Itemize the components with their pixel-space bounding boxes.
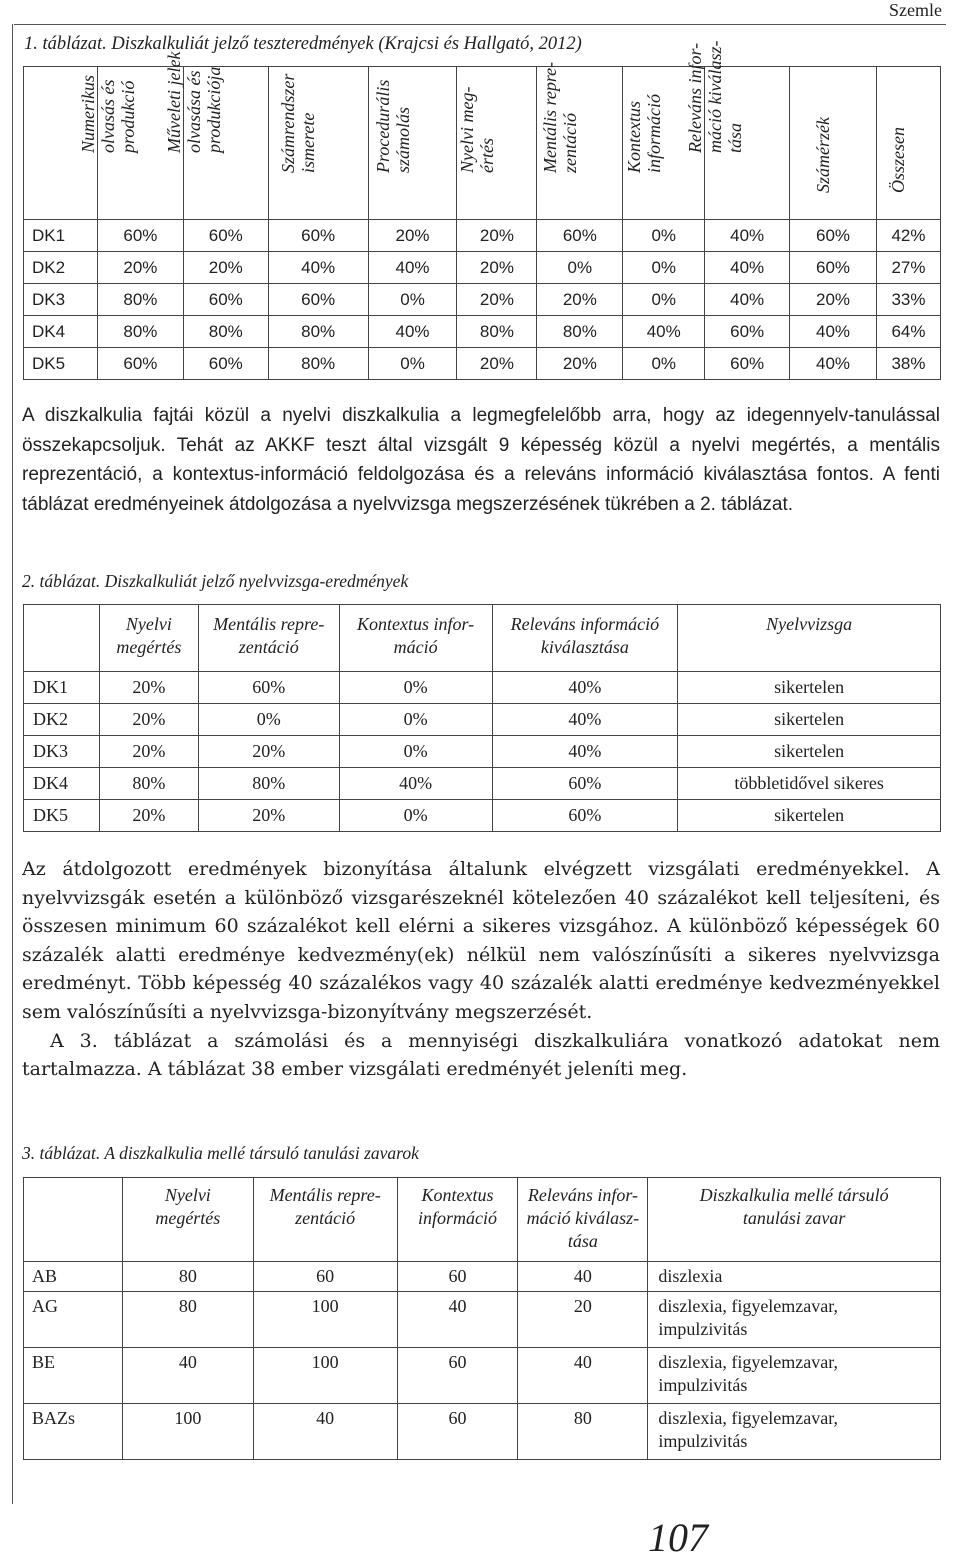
table-cell: 80% bbox=[268, 348, 368, 380]
table-cell: 0% bbox=[623, 284, 705, 316]
table-row bbox=[24, 316, 941, 348]
table-cell: 0% bbox=[368, 348, 457, 380]
row-label: AB bbox=[24, 1262, 123, 1292]
table-row bbox=[24, 1404, 941, 1460]
table-cell: 60% bbox=[97, 348, 183, 380]
row-label: BE bbox=[24, 1348, 123, 1404]
table1-caption-text: Diszkalkuliát jelző teszteredmények (Krajcsi és Hallgató, 2012) bbox=[111, 34, 582, 54]
page-number: 107 bbox=[648, 1515, 708, 1560]
table3-header-row bbox=[24, 1178, 941, 1262]
table-cell: 40 bbox=[122, 1348, 253, 1404]
table-cell: 80% bbox=[457, 316, 537, 348]
table1-col-header: Numerikus olvasás és produkció bbox=[97, 67, 183, 220]
table-cell: 40 bbox=[253, 1404, 397, 1460]
table-cell: 20% bbox=[198, 736, 339, 768]
table-cell: 60% bbox=[705, 316, 790, 348]
table-cell: többletidővel sikeres bbox=[678, 768, 941, 800]
body-paragraph-1: A diszkalkulia fajtái közül a nyelvi diszkalkulia a legmegfelelőbb arra, hogy az idegennyelv-tanulással összekapcsoljuk. Tehát az AKKF teszt által vizsgált 9 képesség közül a nyelvi megértés, a mentális reprezentáció, a kontextus-információ feldolgozása és a releváns információ kiválasztása fontos. A fenti táblázat eredményeinek átdolgozása a nyelvvizsga megszerzésének tükrében a 2. táblázat. bbox=[22, 405, 940, 515]
body-paragraph-2: Az átdolgozott eredmények bizonyítása általunk elvégzett vizsgálati eredményekkel. A nyelvvizsgák esetén a különböző vizsgarészeknél kötelezően 40 százalékot kell teljesíteni, és összesen minimum 60 százalékot kell elérni a sikeres vizsgához. A különböző képességek 60 százalék alatti eredménye kedvezmény(ek) nélkül nem valószínűsíti a sikeres nyelvvizsga eredményt. Több képesség 40 százalékos vagy 40 százalék alatti eredménye kedvezményekkel sem valószínűsíti a nyelvvizsga-bizonyítvány megszerzését. bbox=[22, 858, 940, 1023]
table-cell: 80 bbox=[122, 1262, 253, 1292]
table-cell: sikertelen bbox=[678, 704, 941, 736]
disorder-cell: diszlexia, figyelemzavar, impulzivitás bbox=[648, 1348, 941, 1404]
table-cell: 40% bbox=[492, 736, 678, 768]
row-label: DK5 bbox=[24, 348, 98, 380]
table-cell: 20% bbox=[537, 348, 623, 380]
left-margin-rule bbox=[12, 24, 13, 1504]
table-row bbox=[24, 1292, 941, 1348]
table-cell: 40 bbox=[518, 1348, 648, 1404]
table1-col-header: Számrendszer ismerete bbox=[268, 67, 368, 220]
row-label: DK2 bbox=[24, 252, 98, 284]
table-cell: 80% bbox=[198, 768, 339, 800]
table2 bbox=[23, 604, 941, 832]
table-cell: 0% bbox=[339, 672, 492, 704]
table-cell: 40% bbox=[368, 316, 457, 348]
body-text-block bbox=[22, 855, 940, 1084]
table-cell: 60% bbox=[492, 800, 678, 832]
row-label: DK1 bbox=[24, 220, 98, 252]
table-cell: 40% bbox=[790, 348, 877, 380]
table-cell: 0% bbox=[623, 348, 705, 380]
table-cell: 80% bbox=[99, 768, 198, 800]
table-cell: 20% bbox=[97, 252, 183, 284]
table1-col-header: Releváns infor- máció kiválasz- tása bbox=[705, 67, 790, 220]
table-cell: 40% bbox=[339, 768, 492, 800]
table-cell: 60% bbox=[183, 284, 268, 316]
table-cell: 20% bbox=[99, 672, 198, 704]
table-cell: 40 bbox=[518, 1262, 648, 1292]
table-cell: 60% bbox=[183, 220, 268, 252]
table-cell: 20% bbox=[368, 220, 457, 252]
table-cell: 80% bbox=[183, 316, 268, 348]
disorder-cell: diszlexia, figyelemzavar, impulzivitás bbox=[648, 1292, 941, 1348]
table2-caption-text: Diszkalkuliát jelző nyelvvizsga-eredmények bbox=[104, 571, 409, 591]
body-paragraph-3: A 3. táblázat a számolási és a mennyiségi diszkalkuliára vonatkozó adatokat nem tartalmazza. A táblázat 38 ember vizsgálati eredményét jeleníti meg. bbox=[22, 1029, 940, 1081]
table-cell: 20% bbox=[99, 800, 198, 832]
table1-col-header: Műveleti jelek olvasása és produkciója bbox=[183, 67, 268, 220]
table-cell: 20% bbox=[198, 800, 339, 832]
table1-caption bbox=[24, 34, 582, 55]
table3-col-header: Nyelvi megértés bbox=[122, 1178, 253, 1262]
table-cell: 0% bbox=[198, 704, 339, 736]
table-cell: 60% bbox=[492, 768, 678, 800]
table-cell: 80 bbox=[518, 1404, 648, 1460]
row-label: DK5 bbox=[24, 800, 100, 832]
table-cell: 20% bbox=[99, 704, 198, 736]
table-cell: 0% bbox=[623, 220, 705, 252]
table-row bbox=[24, 800, 941, 832]
table3-col-header: Releváns infor- máció kiválasz- tása bbox=[518, 1178, 648, 1262]
table-cell: 60 bbox=[253, 1262, 397, 1292]
table-cell: 60% bbox=[790, 252, 877, 284]
row-label: DK1 bbox=[24, 672, 100, 704]
table-cell: sikertelen bbox=[678, 672, 941, 704]
header-rule bbox=[14, 24, 946, 25]
table3-caption-text: A diszkalkulia mellé társuló tanulási zavarok bbox=[104, 1143, 419, 1163]
table-cell: 20 bbox=[518, 1292, 648, 1348]
table3-col-header: Kontextus információ bbox=[397, 1178, 518, 1262]
table-cell: 40% bbox=[368, 252, 457, 284]
table-cell: 80 bbox=[122, 1292, 253, 1348]
table-cell: 40 bbox=[397, 1292, 518, 1348]
row-label: AG bbox=[24, 1292, 123, 1348]
table1-col-header: Számérzék bbox=[790, 67, 877, 220]
row-label: DK4 bbox=[24, 768, 100, 800]
table-cell: 100 bbox=[253, 1348, 397, 1404]
table2-col-header: Mentális repre- zentáció bbox=[198, 605, 339, 672]
table-row bbox=[24, 348, 941, 380]
table-cell: 20% bbox=[99, 736, 198, 768]
table-cell: 80% bbox=[268, 316, 368, 348]
table-cell: 60% bbox=[268, 284, 368, 316]
table-cell: 40% bbox=[790, 316, 877, 348]
disorder-cell: diszlexia, figyelemzavar, impulzivitás bbox=[648, 1404, 941, 1460]
table-cell: 27% bbox=[876, 252, 940, 284]
table-cell: 0% bbox=[339, 800, 492, 832]
table-row bbox=[24, 672, 941, 704]
table1-caption-number: 1. táblázat. bbox=[24, 34, 107, 54]
table-cell: 40% bbox=[492, 672, 678, 704]
table-cell: 0% bbox=[537, 252, 623, 284]
table-cell: 33% bbox=[876, 284, 940, 316]
table-cell: 80% bbox=[537, 316, 623, 348]
table2-caption-number: 2. táblázat. bbox=[22, 571, 101, 591]
table-cell: 20% bbox=[457, 252, 537, 284]
table-cell: 40% bbox=[623, 316, 705, 348]
table1-col-header: Kontextus információ bbox=[623, 67, 705, 220]
table-cell: 0% bbox=[339, 736, 492, 768]
table-cell: 60% bbox=[198, 672, 339, 704]
table-row bbox=[24, 220, 941, 252]
table-cell: 100 bbox=[122, 1404, 253, 1460]
table-cell: sikertelen bbox=[678, 736, 941, 768]
table-cell: 60 bbox=[397, 1404, 518, 1460]
row-label: DK3 bbox=[24, 736, 100, 768]
table-cell: 60% bbox=[790, 220, 877, 252]
table2-header-row bbox=[24, 605, 941, 672]
table-cell: 60% bbox=[97, 220, 183, 252]
table-cell: 60 bbox=[397, 1348, 518, 1404]
table2-col-header: Kontextus infor- máció bbox=[339, 605, 492, 672]
table-cell: 20% bbox=[457, 220, 537, 252]
table-cell: 0% bbox=[623, 252, 705, 284]
table-cell: 40% bbox=[268, 252, 368, 284]
table-cell: 20% bbox=[537, 284, 623, 316]
table2-col-header: Releváns információ kiválasztása bbox=[492, 605, 678, 672]
table2-col-header: Nyelvi megértés bbox=[99, 605, 198, 672]
table-cell: 60 bbox=[397, 1262, 518, 1292]
table-cell: 80% bbox=[97, 284, 183, 316]
table-row bbox=[24, 768, 941, 800]
table3 bbox=[23, 1177, 941, 1460]
row-label: DK3 bbox=[24, 284, 98, 316]
table-cell: 20% bbox=[457, 284, 537, 316]
row-label: DK2 bbox=[24, 704, 100, 736]
table-cell: 0% bbox=[368, 284, 457, 316]
row-label: DK4 bbox=[24, 316, 98, 348]
table3-col-header: Mentális repre- zentáció bbox=[253, 1178, 397, 1262]
table-row bbox=[24, 284, 941, 316]
table-cell: 80% bbox=[97, 316, 183, 348]
table-cell: 60% bbox=[183, 348, 268, 380]
table-cell: 60% bbox=[537, 220, 623, 252]
table-cell: 38% bbox=[876, 348, 940, 380]
table-row bbox=[24, 252, 941, 284]
table1-col-header: Összesen bbox=[876, 67, 940, 220]
table-cell: 60% bbox=[705, 348, 790, 380]
row-label: BAZs bbox=[24, 1404, 123, 1460]
table1-header-row bbox=[24, 67, 941, 220]
table-cell: 64% bbox=[876, 316, 940, 348]
table-cell: 40% bbox=[705, 252, 790, 284]
table1-col-header: Mentális repre- zentáció bbox=[537, 67, 623, 220]
table-cell: 40% bbox=[705, 284, 790, 316]
table-cell: 40% bbox=[492, 704, 678, 736]
table1-col-header: Nyelvi meg- értés bbox=[457, 67, 537, 220]
table-row bbox=[24, 736, 941, 768]
table-cell: 100 bbox=[253, 1292, 397, 1348]
table-cell: 20% bbox=[790, 284, 877, 316]
table-cell: 20% bbox=[183, 252, 268, 284]
table1-col-header: Procedurális számolás bbox=[368, 67, 457, 220]
table2-caption bbox=[22, 571, 408, 592]
table-cell: 20% bbox=[457, 348, 537, 380]
table-row bbox=[24, 1348, 941, 1404]
table3-corner-cell bbox=[24, 1178, 123, 1262]
table3-col-header: Diszkalkulia mellé társuló tanulási zavar bbox=[648, 1178, 941, 1262]
table2-corner-cell bbox=[24, 605, 100, 672]
table2-col-header: Nyelvvizsga bbox=[678, 605, 941, 672]
table-row bbox=[24, 1262, 941, 1292]
table-cell: sikertelen bbox=[678, 800, 941, 832]
table-cell: 40% bbox=[705, 220, 790, 252]
disorder-cell: diszlexia bbox=[648, 1262, 941, 1292]
table-cell: 60% bbox=[268, 220, 368, 252]
table3-caption-number: 3. táblázat. bbox=[22, 1143, 101, 1163]
table-row bbox=[24, 704, 941, 736]
section-label: Szemle bbox=[889, 0, 942, 20]
table-cell: 42% bbox=[876, 220, 940, 252]
table-cell: 0% bbox=[339, 704, 492, 736]
table3-caption bbox=[22, 1143, 419, 1164]
